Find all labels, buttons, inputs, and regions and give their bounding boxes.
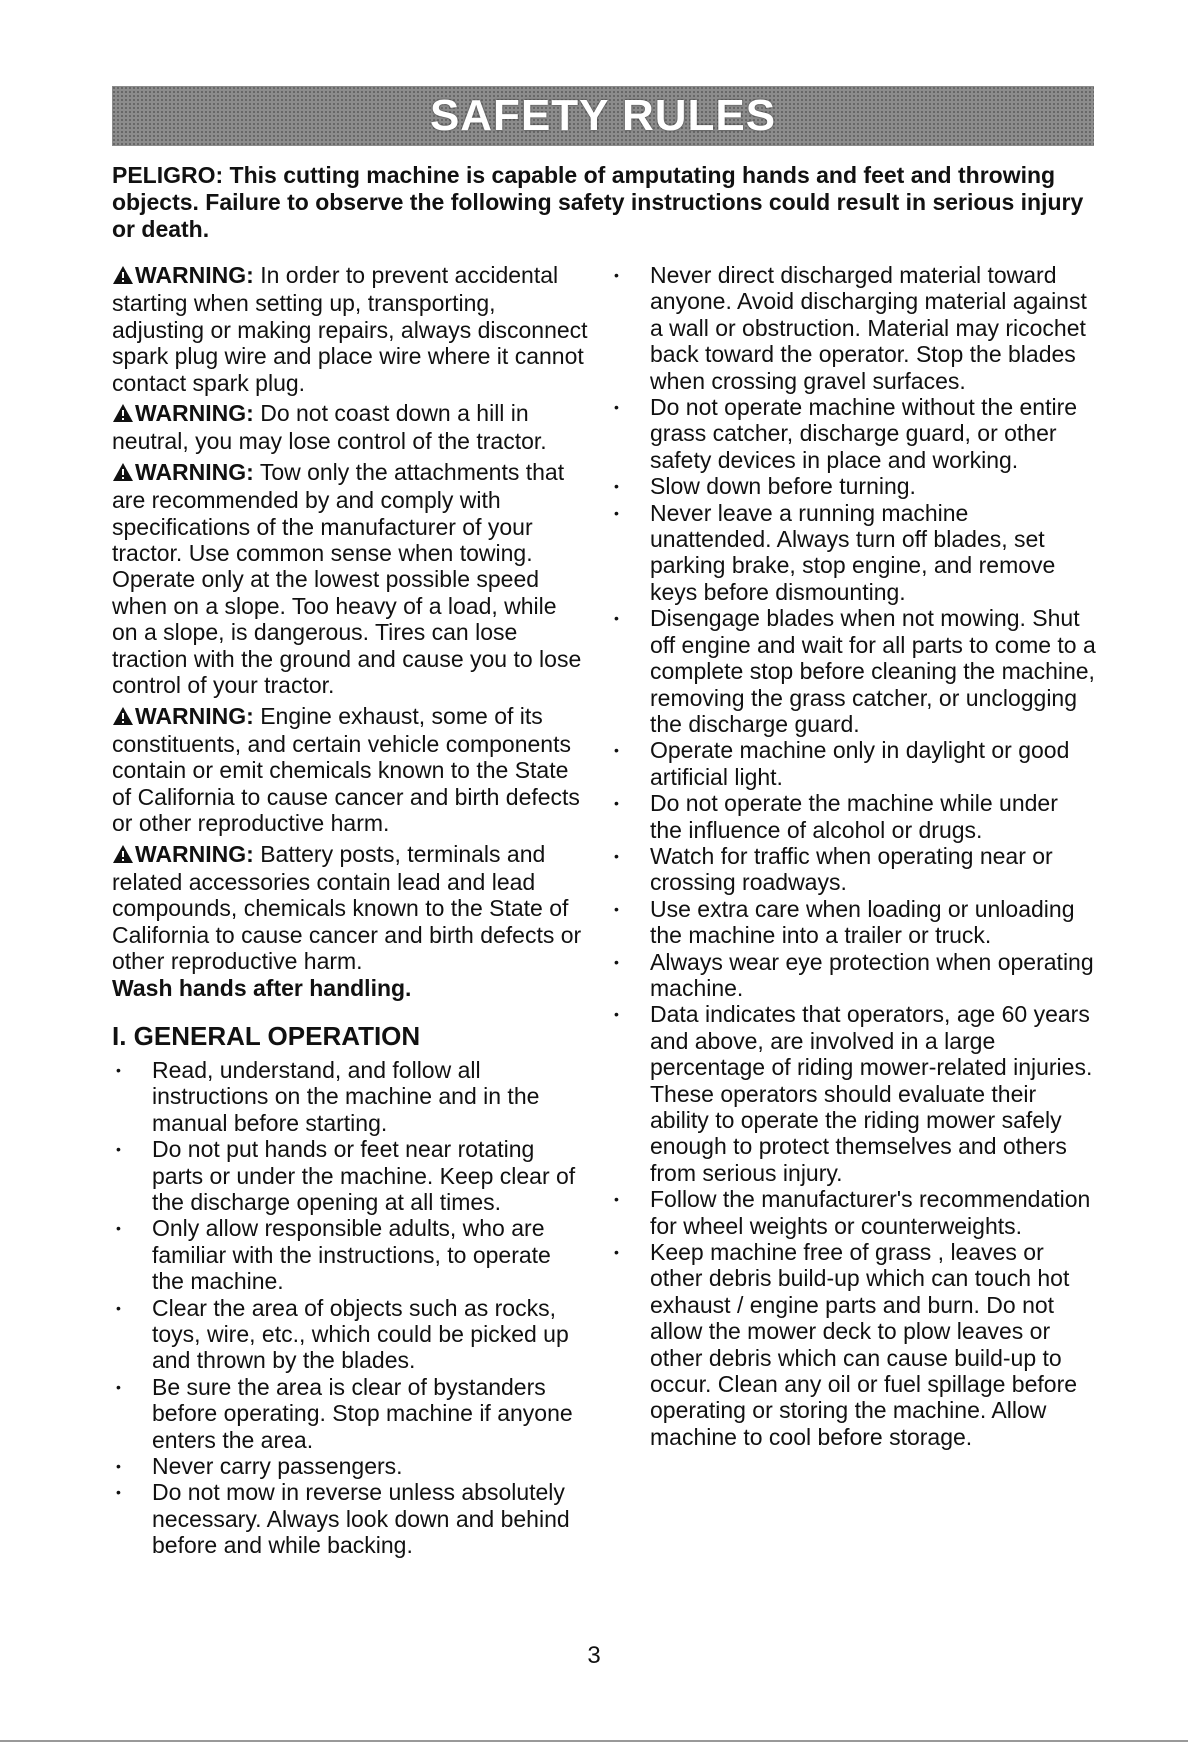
list-item-text: Do not mow in reverse unless absolutely necessary. Always look down and behind before and while backing. (152, 1479, 570, 1559)
list-item-text: Be sure the area is clear of bystanders before operating. Stop machine if anyone enters the area. (152, 1373, 573, 1453)
list-item (112, 1215, 588, 1294)
bullet-icon: • (116, 1484, 121, 1501)
list-item-text: Only allow responsible adults, who are familiar with the instructions, to operate the machine. (152, 1215, 551, 1295)
list-item (112, 1374, 588, 1453)
bullet-icon: • (614, 1006, 619, 1023)
bullet-icon: • (614, 399, 619, 416)
warning-block (112, 459, 588, 699)
list-item-text: Never carry passengers. (152, 1453, 403, 1480)
right-column (610, 262, 1096, 1450)
warning-triangle-icon (112, 705, 134, 731)
list-item (610, 473, 1096, 499)
bullet-icon: • (116, 1220, 121, 1237)
bullet-icon: • (614, 953, 619, 970)
list-item-text: Never leave a running machine unattended. Always turn off blades, set parking brake, stop engine, and remove keys before dismounting. (650, 499, 1056, 605)
warning-block (112, 400, 588, 455)
bullet-icon: • (614, 900, 619, 917)
list-item (112, 1479, 588, 1558)
general-operation-list (112, 1057, 588, 1559)
bullet-icon: • (614, 1244, 619, 1261)
warning-block (112, 841, 588, 1001)
list-item (112, 1136, 588, 1215)
list-item (112, 1057, 588, 1136)
bullet-icon: • (614, 795, 619, 812)
bullet-icon: • (116, 1141, 121, 1158)
list-item (610, 605, 1096, 737)
list-item (610, 394, 1096, 473)
warning-text: Tow only the attachments that are recommended by and comply with specifications of the manufacturer of your tractor. Use common sense when towing. Operate only at the lowest possible speed when on a slope. Too heavy of a load, while on a slope, is dangerous. Tires can lose traction with the ground and cause you to lose control of your tractor. (112, 458, 582, 699)
bullet-icon: • (614, 267, 619, 283)
list-item (610, 262, 1096, 394)
bullet-icon: • (116, 1378, 121, 1395)
warning-text: Do not coast down a hill in neutral, you may lose control of the tractor. (112, 400, 547, 455)
list-item (610, 790, 1096, 843)
list-item-text: Keep machine free of grass , leaves or other debris build-up which can touch hot exhaust / engine parts and burn. Do not allow the mower deck to plow leaves or other debris which can cause build-up to occur. Clean any oil or fuel spillage before operating or storing the machine. Allow machine to cool before storage. (650, 1239, 1078, 1450)
bullet-icon: • (116, 1061, 121, 1078)
list-item-text: Do not operate machine without the entire grass catcher, discharge guard, or other safety devices in place and working. (650, 394, 1078, 473)
warning-block (112, 703, 588, 837)
warning-triangle-icon (112, 843, 134, 869)
list-item-text: Clear the area of objects such as rocks, toys, wire, etc., which could be picked up and thrown by the blades. (152, 1294, 569, 1374)
warning-label: WARNING: (135, 458, 254, 485)
page-bottom-divider (0, 1740, 1188, 1742)
warning-text: In order to prevent accidental starting when setting up, transporting, adjusting or making repairs, always disconnect spark plug wire and place wire where it cannot contact spark plug. (112, 262, 588, 396)
list-item-text: Do not put hands or feet near rotating parts or under the machine. Keep clear of the discharge opening at all times. (152, 1136, 576, 1215)
bullet-icon: • (614, 1191, 619, 1208)
list-item (610, 500, 1096, 606)
bullet-icon: • (614, 478, 619, 495)
list-item-text: Slow down before turning. (650, 473, 916, 500)
page-title: SAFETY RULES (429, 91, 777, 140)
section-title: I. GENERAL OPERATION (112, 1020, 421, 1051)
safety-list (610, 262, 1096, 1450)
list-item-text: Never direct discharged material toward anyone. Avoid discharging material against a wall or obstruction. Material may ricochet back toward the operator. Stop the blades when crossing gravel surfaces. (650, 262, 1087, 394)
bullet-icon: • (116, 1458, 121, 1475)
list-item (610, 843, 1096, 896)
bullet-icon: • (614, 504, 619, 521)
warning-text: Engine exhaust, some of its constituents, and certain vehicle components contain or emit chemicals known to the State of California to cause cancer and birth defects or other reproductive harm. (112, 702, 580, 837)
list-item (610, 1186, 1096, 1239)
list-item (610, 1239, 1096, 1450)
list-item (610, 896, 1096, 949)
warning-triangle-icon (112, 264, 134, 290)
list-item-text: Always wear eye protection when operating machine. (650, 948, 1094, 1001)
list-item (610, 1001, 1096, 1186)
list-item (112, 1453, 588, 1479)
list-item-text: Do not operate the machine while under the influence of alcohol or drugs. (650, 790, 1058, 843)
bullet-icon: • (116, 1299, 121, 1316)
title-banner (112, 86, 1094, 146)
warning-label: WARNING: (135, 262, 254, 288)
left-column (112, 262, 588, 1559)
warning-label: WARNING: (135, 400, 254, 427)
list-item-text: Disengage blades when not mowing. Shut off engine and wait for all parts to come to a complete stop before cleaning the machine, removing the grass catcher, or unclogging the discharge guard. (650, 605, 1096, 737)
danger-statement: PELIGRO: This cutting machine is capable of amputating hands and feet and throwing objects. Failure to observe the following safety instructions could result in serious injury or death. (112, 162, 1084, 242)
list-item-text: Follow the manufacturer's recommendation for wheel weights or counterweights. (650, 1186, 1091, 1239)
bullet-icon: • (614, 742, 619, 759)
list-item (112, 1295, 588, 1374)
list-item (610, 949, 1096, 1002)
list-item (610, 737, 1096, 790)
page-number: 3 (587, 1642, 601, 1669)
bullet-icon: • (614, 847, 619, 864)
bullet-icon: • (614, 610, 619, 627)
warning-label: WARNING: (135, 702, 254, 729)
list-item-text: Use extra care when loading or unloading the machine into a trailer or truck. (650, 895, 1075, 949)
list-item-text: Read, understand, and follow all instructions on the machine and in the manual before starting. (152, 1056, 540, 1136)
list-item-text: Operate machine only in daylight or good artificial light. (650, 737, 1070, 790)
warning-triangle-icon (112, 402, 134, 428)
list-item-text: Data indicates that operators, age 60 years and above, are involved in a large percentage of riding mower-related injuries. These operators should evaluate their ability to operate the riding mower safely enough to protect themselves and others from serious injury. (650, 1001, 1093, 1186)
warning-label: WARNING: (135, 840, 254, 867)
warning-triangle-icon (112, 461, 134, 487)
warning-text: Battery posts, terminals and related accessories contain lead and lead compounds, chemicals known to the State of California to cause cancer and birth defects or other reproductive harm. (112, 840, 582, 975)
warning-bold-note: Wash hands after handling. (112, 974, 412, 1001)
warning-block (112, 262, 588, 396)
list-item-text: Watch for traffic when operating near or crossing roadways. (650, 842, 1053, 896)
